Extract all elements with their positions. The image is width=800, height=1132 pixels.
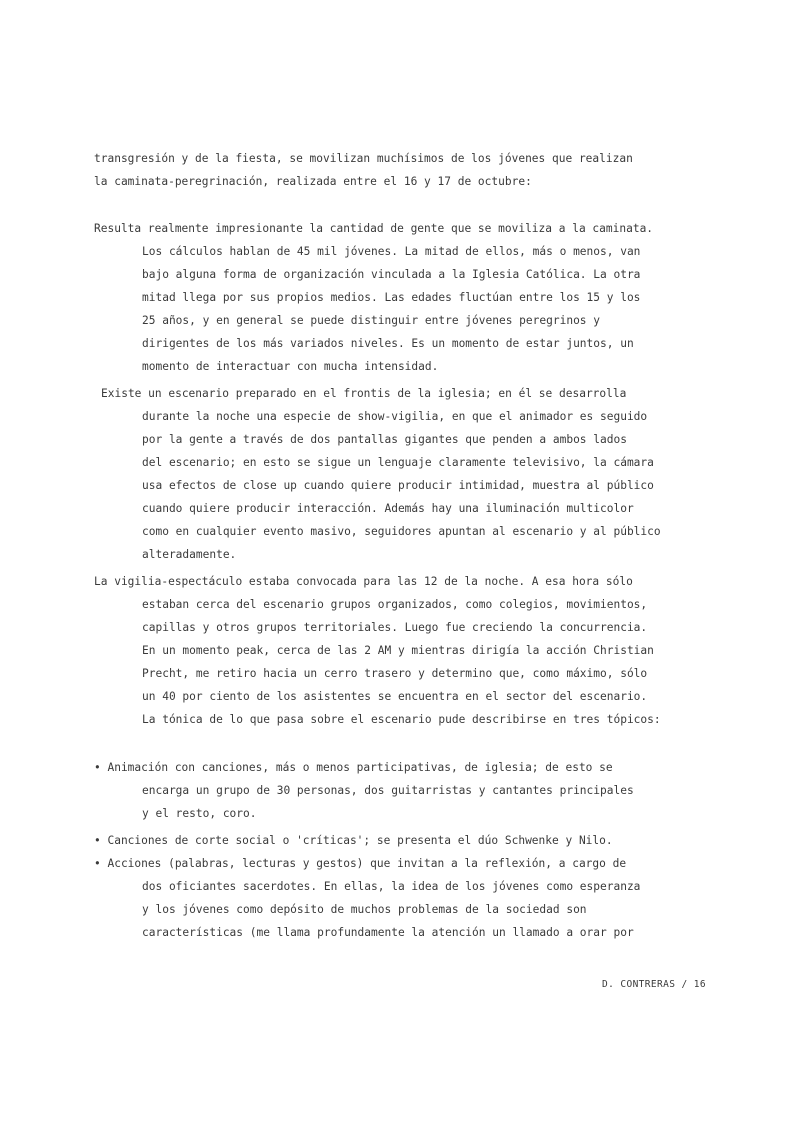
- paragraph-line: mitad llega por sus propios medios. Las edades fluctúan entre los 15 y los: [142, 291, 641, 304]
- paragraph-line: Resulta realmente impresionante la cantidad de gente que se moviliza a la caminata.: [94, 222, 654, 235]
- paragraph-line: La tónica de lo que pasa sobre el escenario pude describirse en tres tópicos:: [142, 713, 661, 726]
- paragraph-line: momento de interactuar con mucha intensidad.: [142, 360, 439, 373]
- paragraph-line: estaban cerca del escenario grupos organizados, como colegios, movimientos,: [142, 598, 648, 611]
- paragraph-line: Precht, me retiro hacia un cerro trasero y determino que, como máximo, sólo: [142, 667, 648, 680]
- page-footer: D. CONTRERAS / 16: [601, 979, 706, 990]
- bullet-line: dos oficiantes sacerdotes. En ellas, la idea de los jóvenes como esperanza: [142, 880, 641, 893]
- bullet-line: y el resto, coro.: [142, 807, 257, 820]
- paragraph-line: En un momento peak, cerca de las 2 AM y mientras dirigía la acción Christian: [142, 644, 654, 657]
- paragraph-line: capillas y otros grupos territoriales. Luego fue creciendo la concurrencia.: [142, 621, 648, 634]
- paragraph-line: como en cualquier evento masivo, seguidores apuntan al escenario y al público: [142, 525, 661, 538]
- bullet-line: encarga un grupo de 30 personas, dos guitarristas y cantantes principales: [142, 784, 634, 797]
- paragraph-line: durante la noche una especie de show-vigilia, en que el animador es seguido: [142, 410, 648, 423]
- bullet-line: • Acciones (palabras, lecturas y gestos) que invitan a la reflexión, a cargo de: [94, 857, 627, 870]
- paragraph-line: Existe un escenario preparado en el frontis de la iglesia; en él se desarrolla: [101, 387, 627, 400]
- paragraph-line: un 40 por ciento de los asistentes se encuentra en el sector del escenario.: [142, 690, 648, 703]
- paragraph-line: La vigilia-espectáculo estaba convocada para las 12 de la noche. A esa hora sólo: [94, 575, 633, 588]
- paragraph-line: bajo alguna forma de organización vinculada a la Iglesia Católica. La otra: [142, 268, 641, 281]
- intro-line: transgresión y de la fiesta, se movilizan muchísimos de los jóvenes que realizan: [94, 152, 633, 165]
- paragraph-line: cuando quiere producir interacción. Además hay una iluminación multicolor: [142, 502, 634, 515]
- paragraph-line: usa efectos de close up cuando quiere producir intimidad, muestra al público: [142, 479, 654, 492]
- bullet-line: y los jóvenes como depósito de muchos problemas de la sociedad son: [142, 903, 587, 916]
- paragraph-line: dirigentes de los más variados niveles. Es un momento de estar juntos, un: [142, 337, 634, 350]
- paragraph-line: por la gente a través de dos pantallas gigantes que penden a ambos lados: [142, 433, 627, 446]
- paragraph-line: del escenario; en esto se sigue un lenguaje claramente televisivo, la cámara: [142, 456, 654, 469]
- bullet-line: • Canciones de corte social o 'críticas'; se presenta el dúo Schwenke y Nilo.: [94, 834, 613, 847]
- intro-line: la caminata-peregrinación, realizada entre el 16 y 17 de octubre:: [94, 175, 532, 188]
- bullet-line: • Animación con canciones, más o menos participativas, de iglesia; de esto se: [94, 761, 613, 774]
- paragraph-line: alteradamente.: [142, 548, 237, 561]
- paragraph-line: 25 años, y en general se puede distinguir entre jóvenes peregrinos y: [142, 314, 601, 327]
- bullet-line: características (me llama profundamente la atención un llamado a orar por: [142, 926, 634, 939]
- paragraph-line: Los cálculos hablan de 45 mil jóvenes. La mitad de ellos, más o menos, van: [142, 245, 641, 258]
